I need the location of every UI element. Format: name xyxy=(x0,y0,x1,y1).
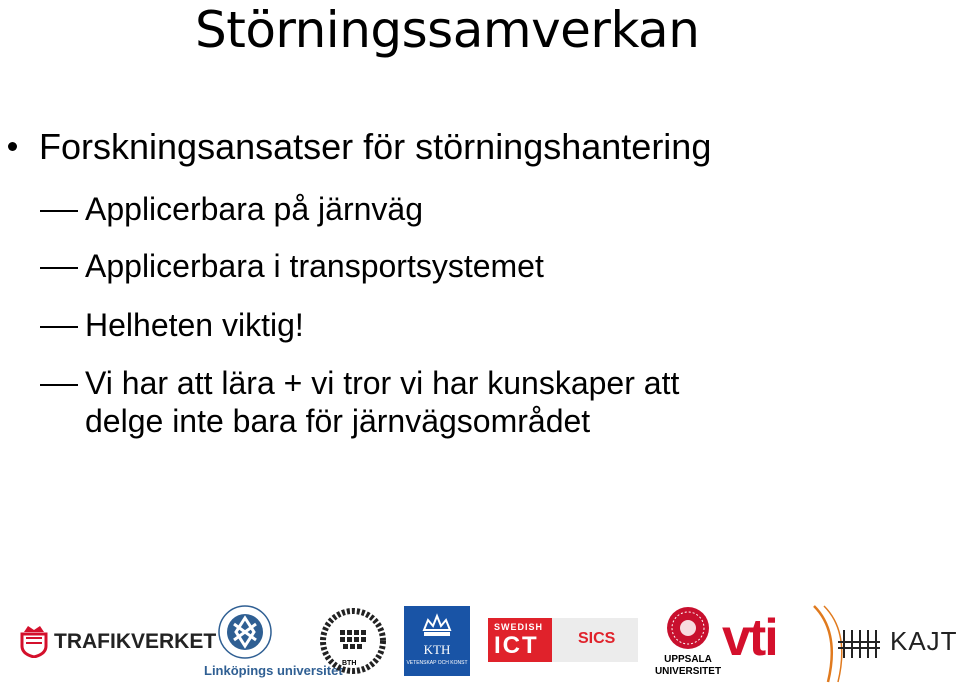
trafikverket-text: TRAFIKVERKET xyxy=(54,630,217,653)
bullet-dot-icon xyxy=(8,142,17,151)
partner-logos xyxy=(0,596,960,687)
kth-crown-icon xyxy=(404,606,470,646)
liu-emblem-icon xyxy=(204,600,286,664)
swedish-ict-logo xyxy=(488,618,638,662)
uppsala-text-2: UNIVERSITET xyxy=(654,666,722,677)
vti-logo xyxy=(722,608,777,668)
trafikverket-logo xyxy=(18,622,217,663)
ict-text: ICT xyxy=(494,632,539,659)
uppsala-logo xyxy=(654,604,722,684)
sub-item-3 xyxy=(40,306,304,344)
swedish-text: SWEDISH xyxy=(494,622,544,632)
sub-item-text: Vi har att lära + vi tror vi har kunskaper att xyxy=(85,365,680,401)
kajt-logo xyxy=(810,602,960,684)
sub-item-text-continued: delge inte bara för järnvägsområdet xyxy=(85,403,591,439)
kth-subtext: VETENSKAP OCH KONST xyxy=(406,660,468,666)
sub-item-text: Applicerbara i transportsystemet xyxy=(85,248,544,284)
slide-title: Störningssamverkan xyxy=(195,1,700,59)
uppsala-text-1: UPPSALA xyxy=(664,654,712,665)
crown-shield-icon xyxy=(18,622,50,658)
swedish-ict-block xyxy=(488,618,552,662)
kajt-text: KAJT xyxy=(890,626,958,656)
sub-item-1 xyxy=(40,190,423,228)
dash-icon xyxy=(40,384,78,386)
sub-item-text: Applicerbara på järnväg xyxy=(85,191,423,227)
sics-block xyxy=(552,618,638,662)
uppsala-seal-icon xyxy=(654,604,722,654)
dash-icon xyxy=(40,326,78,328)
sub-item-4 xyxy=(40,364,679,440)
liu-logo xyxy=(204,600,343,684)
main-bullet xyxy=(8,126,711,168)
vti-text: vti xyxy=(722,609,777,667)
kth-text: KTH xyxy=(423,642,451,657)
dash-icon xyxy=(40,210,78,212)
sub-item-2 xyxy=(40,247,544,285)
liu-text: Linköpings universitet xyxy=(204,663,343,678)
sics-text: SICS xyxy=(578,630,616,647)
main-bullet-text: Forskningsansatser för störningshantering xyxy=(39,126,712,167)
bth-abbr: BTH xyxy=(342,660,357,667)
sub-item-text: Helheten viktig! xyxy=(85,307,304,343)
kth-logo xyxy=(404,606,470,676)
dash-icon xyxy=(40,267,78,269)
bth-logo xyxy=(320,606,386,676)
